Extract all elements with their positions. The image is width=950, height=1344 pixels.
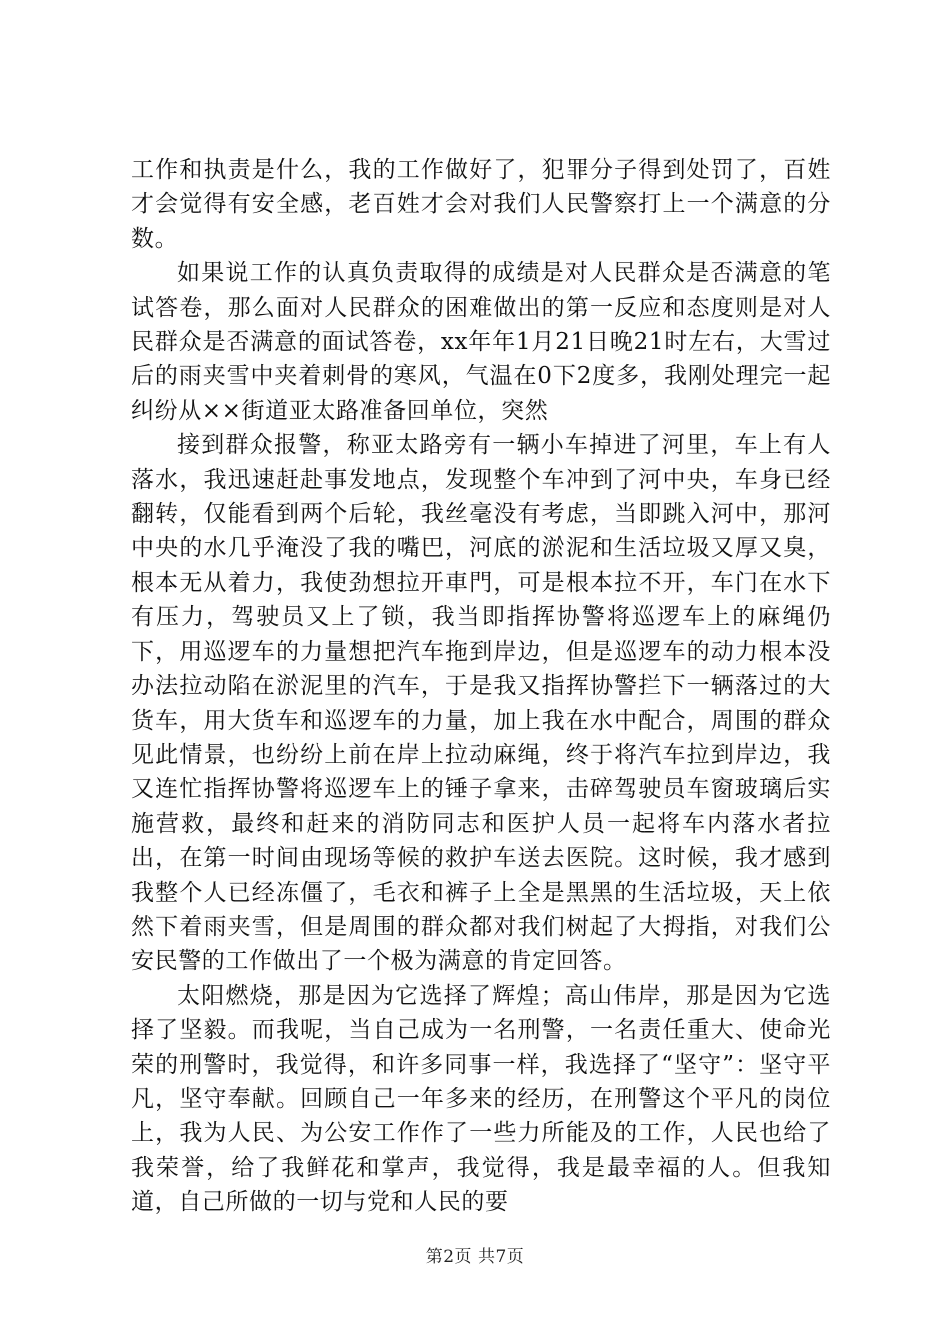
paragraph-continuation: 工作和执责是什么，我的工作做好了，犯罪分子得到处罚了，百姓才会觉得有安全感，老百姓才会对我们人民警察打上一个满意的分数。 xyxy=(131,157,831,252)
body-text xyxy=(131,153,831,1220)
page-footer: 第2页 共7页 xyxy=(425,1247,525,1267)
paragraph-rescue: 接到群众报警，称亚太路旁有一辆小车掉进了河里，车上有人落水，我迅速赶赴事发地点，发现整个车冲到了河中央，车身已经翻转，仅能看到两个后轮，我丝毫没有考虑，当即跳入河中，那河中央的水几乎淹没了我的嘴巴，河底的淤泥和生活垃圾又厚又臭，根本无从着力，我使劲想拉开車門，可是根本拉不开，车门在水下有压力，驾驶员又上了锁，我当即指挥协警将巡逻车上的麻绳仍下，用巡逻车的力量想把汽车拖到岸边，但是巡逻车的动力根本没办法拉动陷在淤泥里的汽车，于是我又指挥协警拦下一辆落过的大货车，用大货车和巡逻车的力量，加上我在水中配合，周围的群众见此情景，也纷纷上前在岸上拉动麻绳，终于将汽车拉到岸边，我又连忙指挥协警将巡逻车上的锤子拿来，击碎驾驶员车窗玻璃后实施营救，最终和赶来的消防同志和医护人员一起将车内落水者拉出，在第一时间由现场等候的救护车送去医院。这时候，我才感到我整个人已经冻僵了，毛衣和裤子上全是黑黑的生活垃圾，天上依然下着雨夹雪，但是周围的群众都对我们树起了大拇指，对我们公安民警的工作做出了一个极为满意的肯定回答。 xyxy=(131,432,831,975)
paragraph-exam-answer: 如果说工作的认真负责取得的成绩是对人民群众是否满意的笔试答卷，那么面对人民群众的困难做出的第一反应和态度则是对人民群众是否满意的面试答卷，xx年年1月21日晚21时左右，大雪过后的雨夹雪中夹着刺骨的寒风，气温在0下2度多，我刚处理完一起纠纷从××街道亚太路准备回单位，突然 xyxy=(131,260,831,424)
paragraph-persistence: 太阳燃烧，那是因为它选择了辉煌；高山伟岸，那是因为它选择了坚毅。而我呢，当自己成为一名刑警，一名责任重大、使命光荣的刑警时，我觉得，和许多同事一样，我选择了“坚守”：坚守平凡，坚守奉献。回顾自己一年多来的经历，在刑警这个平凡的岗位上，我为人民、为公安工作作了一些力所能及的工作，人民也给了我荣誉，给了我鲜花和掌声，我觉得，我是最幸福的人。但我知道，自己所做的一切与党和人民的要 xyxy=(131,982,831,1216)
